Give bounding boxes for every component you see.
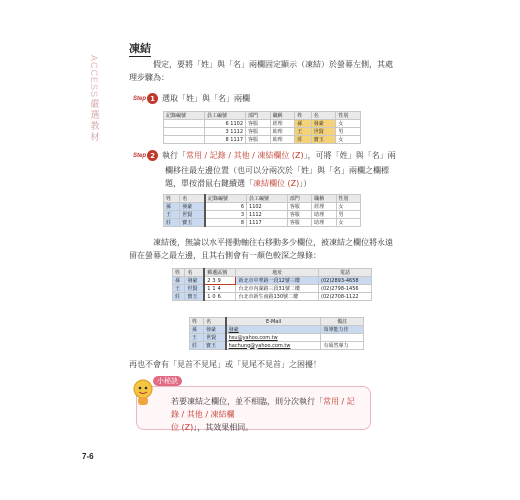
step-number-badge: 2 xyxy=(147,150,158,161)
column-header[interactable]: 員工編號 xyxy=(247,195,288,203)
cell: 6 1102 xyxy=(205,120,246,128)
side-tab-zh: 嚴選教材 xyxy=(90,100,100,144)
cell: 1112 xyxy=(247,211,288,219)
cell xyxy=(321,334,364,342)
table-row xyxy=(164,136,361,144)
cell: 台北市新生南路130號二樓 xyxy=(236,293,319,301)
cell: 孫 xyxy=(164,203,180,211)
para2-line-1: 凍結後，無論以水平捲動軸往右移動多少欄位，被凍結之欄位將永遠 xyxy=(153,238,393,247)
table-row xyxy=(164,128,361,136)
cell: 客服 xyxy=(246,136,271,144)
cell: 寶玉 xyxy=(185,293,204,301)
cell: 男 xyxy=(336,128,361,136)
table-header-row xyxy=(164,112,361,120)
column-header[interactable]: 地址 xyxy=(236,269,319,277)
table-scrolled-email xyxy=(189,317,364,350)
column-header[interactable]: 備註 xyxy=(321,318,364,326)
cell: 經理 xyxy=(312,203,336,211)
cell: 發豪 xyxy=(185,277,204,285)
cell: 莊 xyxy=(190,342,204,350)
cell: 發豪 xyxy=(311,120,336,128)
table-header-row xyxy=(190,318,364,326)
email-link[interactable]: hachung@yahoo.com.tw xyxy=(226,342,321,350)
cell: 莊 xyxy=(164,219,180,227)
table-header-row xyxy=(164,195,361,203)
cell: 女 xyxy=(336,219,360,227)
cell: (02)2893-4658 xyxy=(319,277,372,285)
cell: 6 xyxy=(205,203,247,211)
cell: 客服 xyxy=(287,219,311,227)
column-header[interactable]: 性別 xyxy=(336,112,361,120)
table-row xyxy=(173,285,372,293)
column-header[interactable]: 姓 xyxy=(164,195,180,203)
cell: 發豪 xyxy=(204,326,226,334)
tip-box xyxy=(136,386,371,430)
cell: 女 xyxy=(336,203,360,211)
table-after-freeze xyxy=(163,194,361,227)
cell: 助理 xyxy=(312,211,336,219)
cell: 寶玉 xyxy=(180,219,205,227)
section-title: 凍結 xyxy=(129,42,151,55)
tip-tag: 小秘訣 xyxy=(153,376,182,386)
cell: 有碩然專力 xyxy=(321,342,364,350)
column-header[interactable]: 職稱 xyxy=(270,112,295,120)
cell: 經理 xyxy=(270,120,295,128)
cell: 女 xyxy=(336,120,361,128)
cell: 王 xyxy=(190,334,204,342)
side-tab-en: ACCESS xyxy=(89,55,99,99)
table-row xyxy=(190,334,364,342)
cell: 1117 xyxy=(247,219,288,227)
cell: 114 xyxy=(204,285,236,293)
conclusion: 再也不會有「見首不見尾」或「見尾不見首」之困擾！ xyxy=(129,360,321,369)
cell: 助理 xyxy=(270,136,295,144)
cell: 男 xyxy=(336,211,360,219)
menu-path: 位 (Z) xyxy=(171,423,194,432)
table-row xyxy=(190,342,364,350)
table-header-row xyxy=(173,269,372,277)
menu-path: 常用 / 記錄 / 其他 / 凍結欄位 (Z) xyxy=(186,151,304,160)
table-row xyxy=(190,326,364,334)
cell: 台北市內湖路三段31號二樓 xyxy=(236,285,319,293)
step-1-text: 選取「姓」與「名」兩欄 xyxy=(162,94,251,103)
cell: 領導能力佳 xyxy=(321,326,364,334)
table-before-freeze xyxy=(163,111,361,144)
column-header[interactable]: 性別 xyxy=(336,195,360,203)
column-header[interactable]: 名 xyxy=(185,269,204,277)
cell: 客服 xyxy=(287,203,311,211)
cell: 客服 xyxy=(246,120,271,128)
cell: 王 xyxy=(295,128,311,136)
cell: 發豪 xyxy=(180,203,205,211)
table-row xyxy=(164,120,361,128)
cell: 莊 xyxy=(295,136,311,144)
cell: 世賢 xyxy=(311,128,336,136)
para2-line-2: 留在螢幕之最左邊，且其右側會有一顏色較深之線條： xyxy=(129,251,321,260)
cell: 106 xyxy=(204,293,236,301)
cell: 王 xyxy=(164,211,180,219)
step-2-line-1: 執行「常用 / 記錄 / 其他 / 凍結欄位 (Z)」，可將「姓」與「名」兩 xyxy=(162,151,396,160)
page-number: 7-6 xyxy=(82,452,94,461)
cell: 8 xyxy=(205,219,247,227)
column-header[interactable]: 記錄編號 xyxy=(164,112,205,120)
cell: 世賢 xyxy=(185,285,204,293)
cell: 客服 xyxy=(246,128,271,136)
cell: (02)2798-1456 xyxy=(319,285,372,293)
table-row xyxy=(173,293,372,301)
cell: 8 1117 xyxy=(205,136,246,144)
cell: 王 xyxy=(173,285,185,293)
column-header[interactable]: 名 xyxy=(180,195,205,203)
cell xyxy=(164,128,205,136)
intro-line-2: 理步驟為： xyxy=(129,73,169,82)
cell xyxy=(164,136,205,144)
cell: 孫 xyxy=(190,326,204,334)
intro-line-1: 假定，要將「姓」與「名」兩欄固定顯示（凍結）於螢幕左側，其處 xyxy=(153,60,393,69)
column-header[interactable]: 姓 xyxy=(173,269,185,277)
cell: 孫 xyxy=(295,120,311,128)
menu-path: 凍結欄位 (Z) xyxy=(253,179,300,188)
cell: 世賢 xyxy=(204,334,226,342)
postal-code-input[interactable]: 239 xyxy=(204,277,236,285)
cell: 3 xyxy=(205,211,247,219)
mascot-icon xyxy=(130,378,156,408)
column-header[interactable]: 記錄編號 xyxy=(205,195,247,203)
column-header[interactable]: 員工編號 xyxy=(205,112,246,120)
column-header[interactable]: 部門 xyxy=(246,112,271,120)
email-link[interactable]: hsu@yahoo.com.tw xyxy=(226,334,321,342)
email-link[interactable]: 發豪 xyxy=(226,326,321,334)
step-2 xyxy=(133,150,396,161)
table-scrolled-address xyxy=(172,268,372,301)
step-label: Step xyxy=(133,95,147,102)
cell: 莊 xyxy=(173,293,185,301)
table-row xyxy=(164,203,361,211)
column-header[interactable]: 職稱 xyxy=(312,195,336,203)
cell: 助理 xyxy=(270,128,295,136)
table-row xyxy=(164,211,361,219)
step-number-badge: 1 xyxy=(147,93,158,104)
step-2-line-3: 題，單按滑鼠右鍵續選「凍結欄位 (Z)」） xyxy=(165,179,312,188)
cell: 孫 xyxy=(173,277,185,285)
chapter-side-tab xyxy=(88,55,102,144)
column-header[interactable]: 電話 xyxy=(319,269,372,277)
cell: (02)2708-1122 xyxy=(319,293,372,301)
step-label: Step xyxy=(133,152,147,159)
column-header-givenname[interactable]: 名 xyxy=(311,112,336,120)
menu-path: 常用 / 記錄 / 其他 / 凍結欄 xyxy=(171,397,355,419)
cell: 助理 xyxy=(312,219,336,227)
column-header[interactable]: 部門 xyxy=(287,195,311,203)
column-header[interactable]: 姓 xyxy=(190,318,204,326)
step-2-line-2: 欄移往最左邊位置（也可以分兩次於「姓」與「名」兩欄之欄標 xyxy=(165,166,389,175)
tip-line-1: 若要凍結之欄位，並不相臨，則分次執行「常用 / 記錄 / 其他 / 凍結欄 xyxy=(171,397,355,419)
cell xyxy=(164,120,205,128)
cell: 寶玉 xyxy=(204,342,226,350)
column-header-surname[interactable]: 姓 xyxy=(295,112,311,120)
cell: 寶玉 xyxy=(311,136,336,144)
column-header[interactable]: 名 xyxy=(204,318,226,326)
column-header[interactable]: E-Mail xyxy=(226,318,321,326)
table-row xyxy=(173,277,372,285)
cell: 3 1112 xyxy=(205,128,246,136)
tip-line-2: 位 (Z)」，其效果相同。 xyxy=(171,423,254,432)
cell: 客服 xyxy=(287,211,311,219)
cell: 女 xyxy=(336,136,361,144)
column-header[interactable]: 郵遞區號 xyxy=(204,269,236,277)
table-row xyxy=(164,219,361,227)
cell: 世賢 xyxy=(180,211,205,219)
cell: 1102 xyxy=(247,203,288,211)
step-1 xyxy=(133,93,250,104)
cell: 新北市中華路一段12號三樓 xyxy=(236,277,319,285)
